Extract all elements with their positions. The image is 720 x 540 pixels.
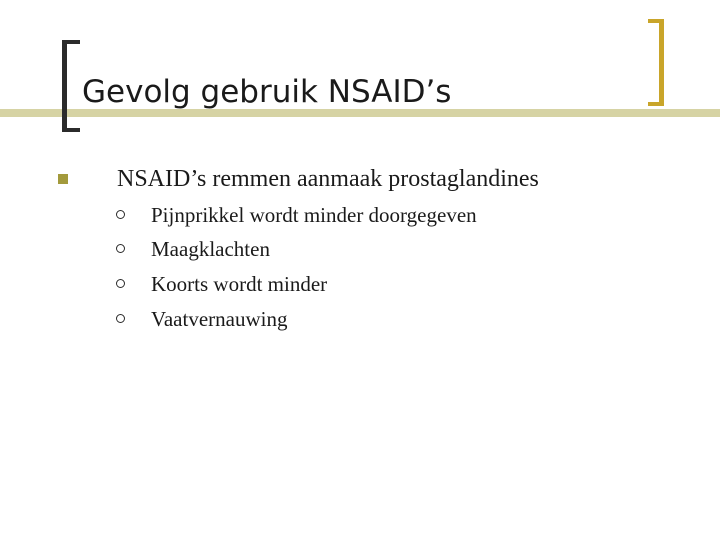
sub-bullet-text: Vaatvernauwing [151,307,288,331]
ring-bullet-icon [116,244,125,253]
sub-bullet-text: Maagklachten [151,237,270,261]
bullet-text: NSAID’s remmen aanmaak prostaglandines [117,166,539,192]
slide-title: Gevolg gebruik NSAID’s [82,74,452,110]
right-bracket-icon [648,19,664,106]
square-bullet-icon [58,174,68,184]
sub-bullet-text: Pijnprikkel wordt minder doorgegeven [151,203,477,227]
ring-bullet-icon [116,279,125,288]
left-bracket-icon [62,40,80,132]
ring-bullet-icon [116,314,125,323]
ring-bullet-icon [116,210,125,219]
sub-bullet-text: Koorts wordt minder [151,272,328,296]
